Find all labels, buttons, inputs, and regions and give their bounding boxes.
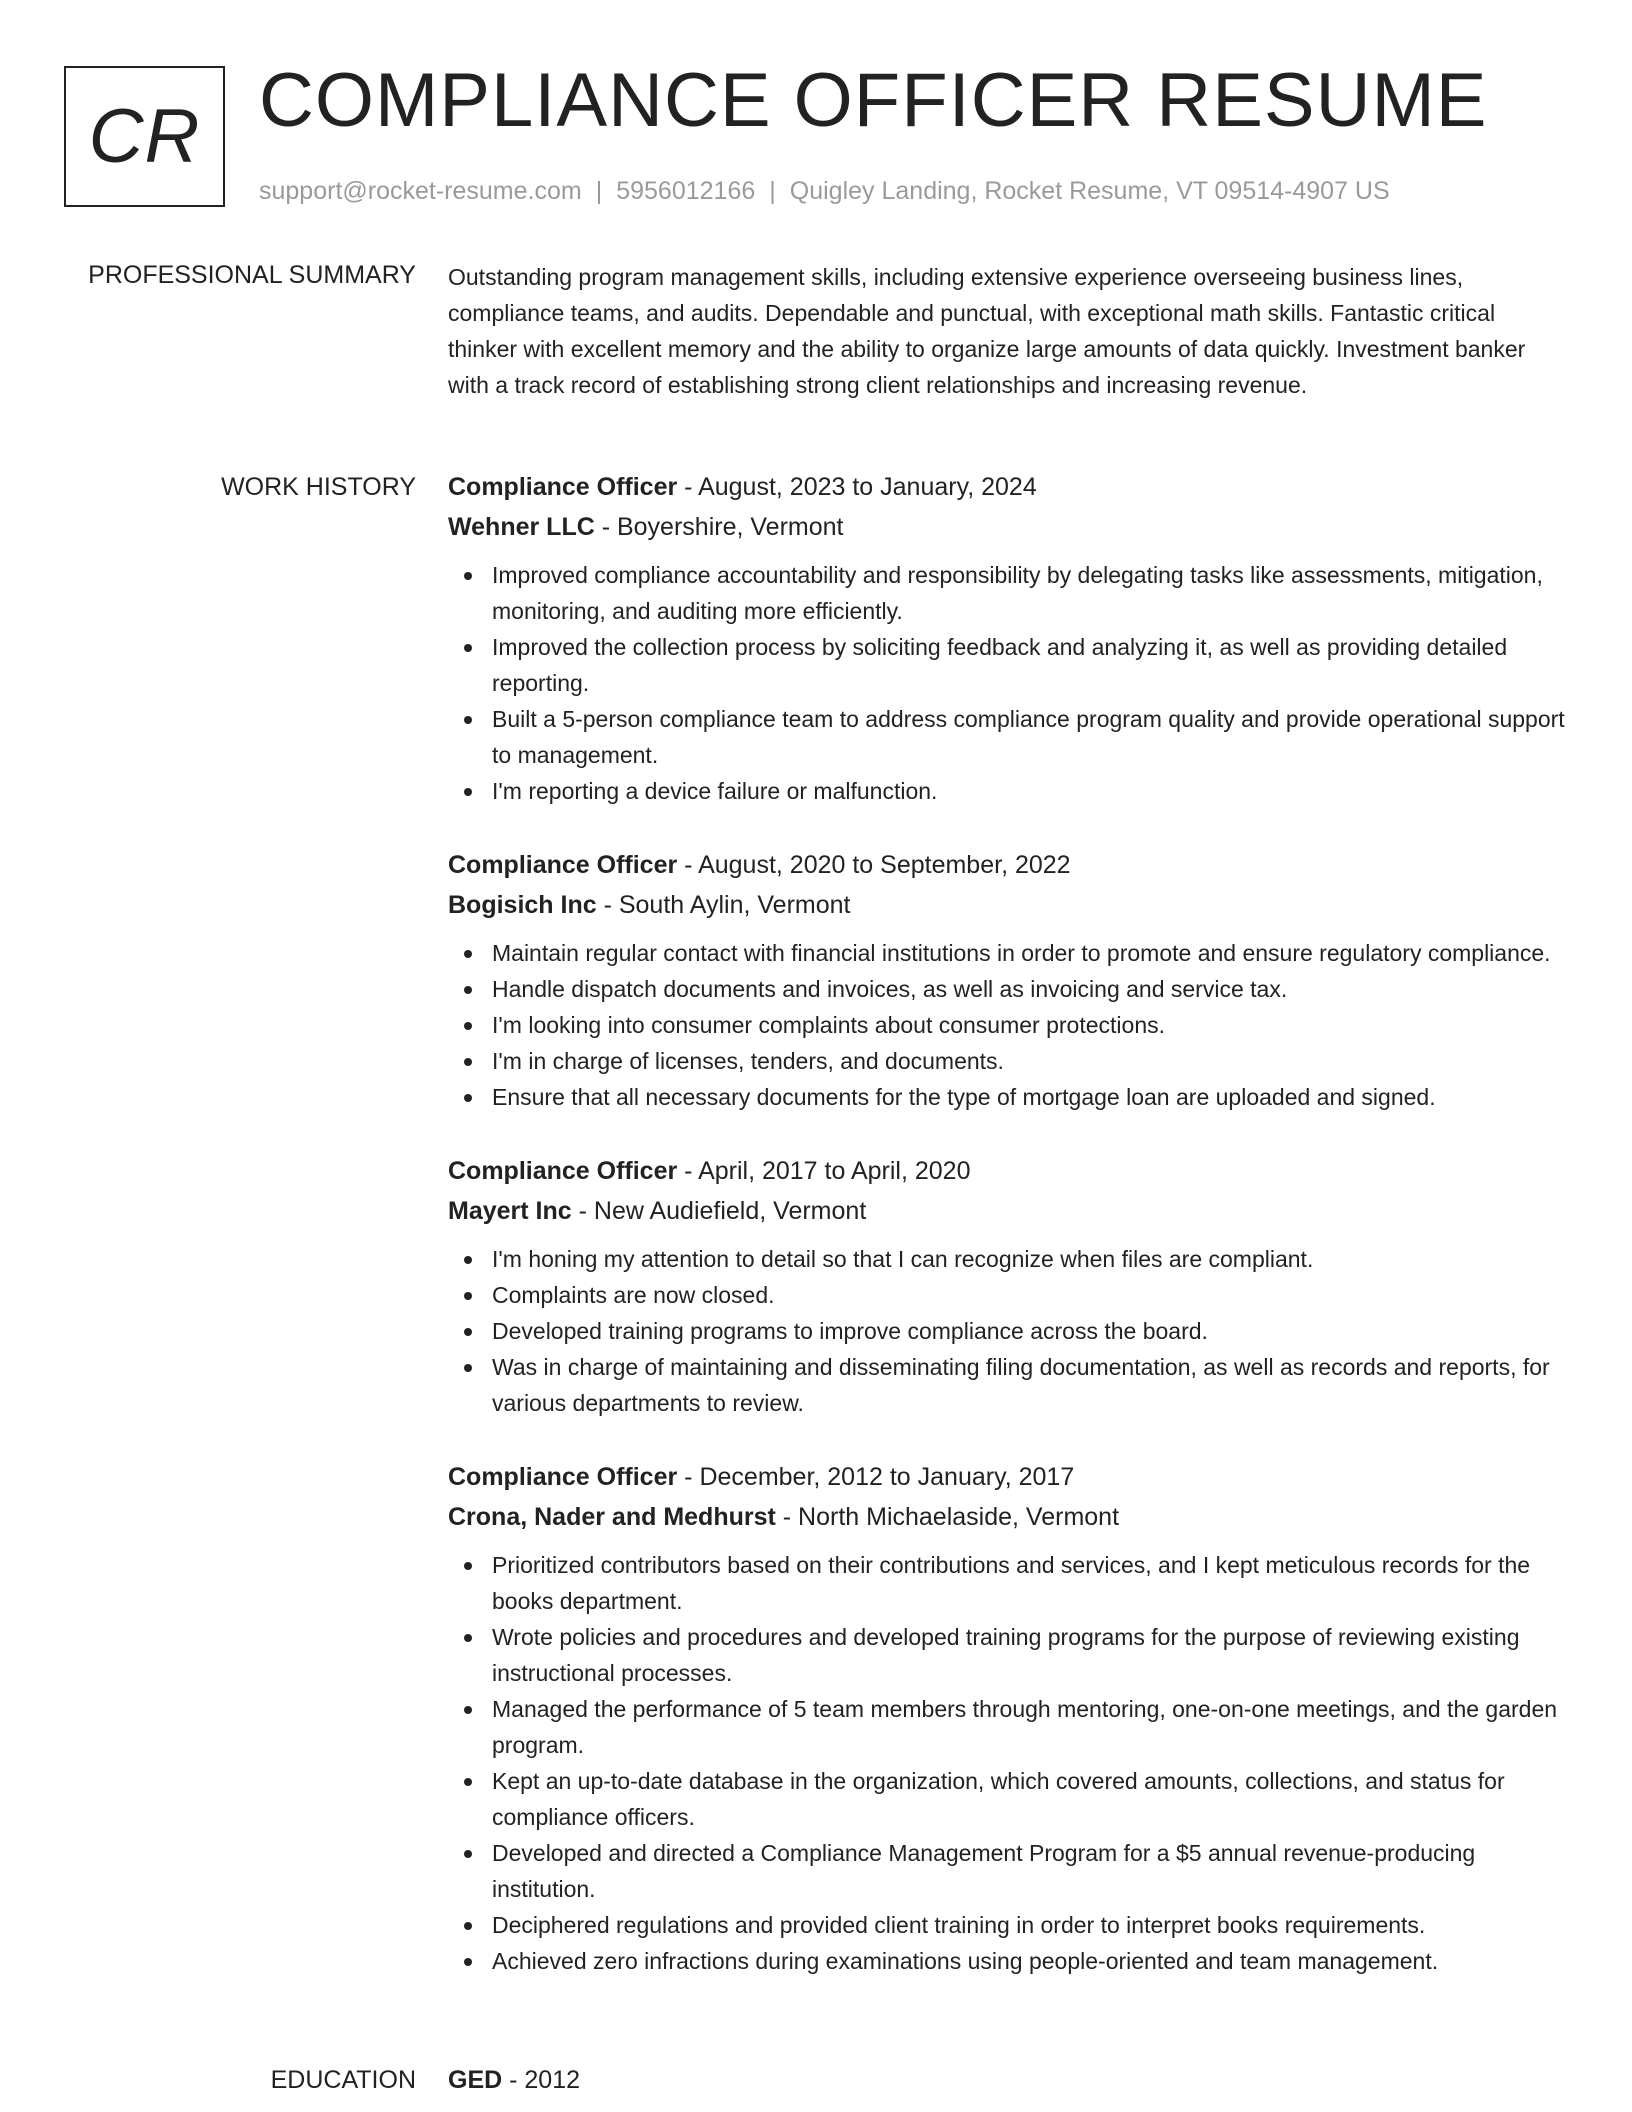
bullet-icon	[464, 1778, 472, 1786]
job-entry	[448, 845, 1568, 1115]
job-bullet	[448, 1691, 1568, 1763]
job-title-line	[448, 845, 1568, 885]
bullet-icon	[464, 716, 472, 724]
summary-heading: PROFESSIONAL SUMMARY	[88, 261, 416, 289]
bullet-icon	[464, 986, 472, 994]
job-dates: - December, 2012 to January, 2017	[677, 1463, 1075, 1491]
job-bullet	[448, 971, 1568, 1007]
job-bullet	[448, 701, 1568, 773]
job-bullet	[448, 1007, 1568, 1043]
job-bullet	[448, 1907, 1568, 1943]
job-dates: - August, 2020 to September, 2022	[677, 851, 1071, 879]
bullet-text: Achieved zero infractions during examinations using people-oriented and team management.	[492, 1948, 1439, 1974]
job-entry	[448, 1151, 1568, 1421]
job-dates: - April, 2017 to April, 2020	[677, 1157, 971, 1185]
bullet-icon	[464, 1058, 472, 1066]
education-year: - 2012	[502, 2066, 581, 2094]
job-bullet	[448, 1277, 1568, 1313]
job-entry	[448, 467, 1568, 809]
bullet-icon	[464, 1022, 472, 1030]
bullet-icon	[464, 1562, 472, 1570]
job-title-line	[448, 1457, 1568, 1497]
job-company-line	[448, 1191, 1568, 1231]
monogram-box	[64, 66, 225, 207]
resume-title: COMPLIANCE OFFICER RESUME	[259, 58, 1488, 143]
work-history-body	[448, 467, 1568, 2015]
education-body	[448, 2060, 1568, 2100]
job-bullet	[448, 773, 1568, 809]
job-bullets	[448, 1241, 1568, 1421]
bullet-text: Maintain regular contact with financial institutions in order to promote and ensure regulatory compliance.	[492, 940, 1551, 966]
bullet-text: I'm in charge of licenses, tenders, and documents.	[492, 1048, 1004, 1074]
job-bullets	[448, 557, 1568, 809]
job-title: Compliance Officer	[448, 1463, 678, 1491]
job-bullet	[448, 1043, 1568, 1079]
summary-text: Outstanding program management skills, including extensive experience overseeing business lines, compliance teams, and audits. Dependable and punctual, with exceptional math skills. Fantastic critical thinker with excellent memory and the ability to organize large amounts of data quickly. Investment banker with a track record of establishing strong client relationships and increasing revenue.	[448, 264, 1526, 398]
bullet-icon	[464, 1706, 472, 1714]
bullet-text: Ensure that all necessary documents for the type of mortgage loan are uploaded and signed.	[492, 1084, 1436, 1110]
bullet-text: Improved compliance accountability and responsibility by delegating tasks like assessments, mitigation, monitoring, and auditing more efficiently.	[492, 562, 1543, 624]
contact-email: support@rocket-resume.com	[259, 177, 582, 205]
job-title: Compliance Officer	[448, 851, 678, 879]
job-bullet	[448, 1763, 1568, 1835]
job-bullet	[448, 1313, 1568, 1349]
bullet-text: I'm honing my attention to detail so that I can recognize when files are compliant.	[492, 1246, 1314, 1272]
job-bullet	[448, 1835, 1568, 1907]
job-bullet	[448, 557, 1568, 629]
work-history-heading: WORK HISTORY	[221, 473, 416, 501]
bullet-icon	[464, 1256, 472, 1264]
education-line	[448, 2060, 1568, 2100]
bullet-icon	[464, 572, 472, 580]
job-title: Compliance Officer	[448, 1157, 678, 1185]
job-company-line	[448, 1497, 1568, 1537]
job-bullets	[448, 1547, 1568, 1979]
bullet-text: Developed and directed a Compliance Management Program for a $5 annual revenue-producing institution.	[492, 1840, 1476, 1902]
bullet-icon	[464, 1094, 472, 1102]
bullet-text: Handle dispatch documents and invoices, as well as invoicing and service tax.	[492, 976, 1288, 1002]
bullet-icon	[464, 644, 472, 652]
bullet-icon	[464, 1292, 472, 1300]
job-company-line	[448, 885, 1568, 925]
job-company-line	[448, 507, 1568, 547]
education-heading: EDUCATION	[270, 2066, 416, 2094]
job-bullet	[448, 1079, 1568, 1115]
bullet-icon	[464, 1328, 472, 1336]
bullet-text: Managed the performance of 5 team members through mentoring, one-on-one meetings, and the garden program.	[492, 1696, 1558, 1758]
job-title-line	[448, 1151, 1568, 1191]
job-entry	[448, 1457, 1568, 1979]
job-bullet	[448, 935, 1568, 971]
bullet-text: Prioritized contributors based on their contributions and services, and I kept meticulous records for the books department.	[492, 1552, 1531, 1614]
bullet-text: Complaints are now closed.	[492, 1282, 775, 1308]
job-bullet	[448, 629, 1568, 701]
bullet-text: Kept an up-to-date database in the organization, which covered amounts, collections, and status for compliance officers.	[492, 1768, 1505, 1830]
bullet-icon	[464, 1364, 472, 1372]
bullet-text: Built a 5-person compliance team to address compliance program quality and provide operational support to management.	[492, 706, 1565, 768]
bullet-text: I'm looking into consumer complaints about consumer protections.	[492, 1012, 1165, 1038]
job-company: Mayert Inc	[448, 1197, 572, 1225]
job-location: - North Michaelaside, Vermont	[775, 1503, 1120, 1531]
bullet-icon	[464, 1850, 472, 1858]
job-bullet	[448, 1241, 1568, 1277]
job-company: Wehner LLC	[448, 513, 595, 541]
job-bullet	[448, 1943, 1568, 1979]
monogram-initials: CR	[88, 94, 201, 179]
job-location: - South Aylin, Vermont	[596, 891, 851, 919]
bullet-text: Developed training programs to improve compliance across the board.	[492, 1318, 1208, 1344]
bullet-text: Improved the collection process by soliciting feedback and analyzing it, as well as providing detailed reporting.	[492, 634, 1508, 696]
contact-phone: 5956012166	[616, 177, 756, 205]
job-title: Compliance Officer	[448, 473, 678, 501]
bullet-text: Was in charge of maintaining and disseminating filing documentation, as well as records and reports, for various departments to review.	[492, 1354, 1550, 1416]
education-degree: GED	[448, 2066, 503, 2094]
bullet-text: I'm reporting a device failure or malfunction.	[492, 778, 938, 804]
job-location: - Boyershire, Vermont	[594, 513, 844, 541]
contact-separator: |	[769, 177, 776, 205]
bullet-icon	[464, 788, 472, 796]
contact-line	[259, 174, 1390, 208]
bullet-icon	[464, 1958, 472, 1966]
job-title-line	[448, 467, 1568, 507]
job-bullet	[448, 1547, 1568, 1619]
bullet-text: Wrote policies and procedures and developed training programs for the purpose of reviewing existing instructional processes.	[492, 1624, 1520, 1686]
job-bullets	[448, 935, 1568, 1115]
contact-address: Quigley Landing, Rocket Resume, VT 09514-4907 US	[789, 177, 1390, 205]
job-dates: - August, 2023 to January, 2024	[677, 473, 1037, 501]
job-location: - New Audiefield, Vermont	[571, 1197, 867, 1225]
bullet-icon	[464, 950, 472, 958]
bullet-text: Deciphered regulations and provided client training in order to interpret books requirements.	[492, 1912, 1426, 1938]
summary-body	[448, 259, 1568, 403]
job-bullet	[448, 1619, 1568, 1691]
bullet-icon	[464, 1634, 472, 1642]
job-company: Crona, Nader and Medhurst	[448, 1503, 776, 1531]
bullet-icon	[464, 1922, 472, 1930]
job-company: Bogisich Inc	[448, 891, 597, 919]
job-bullet	[448, 1349, 1568, 1421]
contact-separator: |	[595, 177, 603, 205]
